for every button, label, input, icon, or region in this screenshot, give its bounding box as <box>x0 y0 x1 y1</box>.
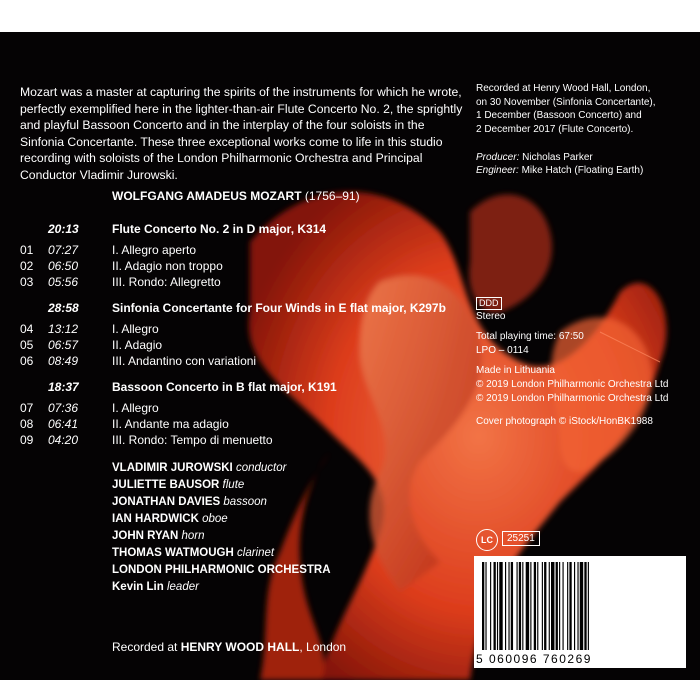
track-title: I. Allegro <box>112 322 159 336</box>
barcode-bar <box>511 562 513 650</box>
producer-name: Nicholas Parker <box>519 152 593 163</box>
barcode-bar <box>584 562 586 650</box>
intro-paragraph: Mozart was a master at capturing the spirits of the instruments for which he wrote, perfectly exemplified here in the lighter-than-air Flute Concerto No. 2, the sprightly and playful Bassoon Concerto and in the interplay of the four soloists in the Sinfonia Concertante. These three exceptional works come to life in this studio recording with soloists of the London Philharmonic Orchestra and Principal Conductor Vladimir Jurowski. <box>20 85 463 182</box>
barcode-bar <box>494 562 496 650</box>
cover-photo-credit: Cover photograph © iStock/HonBK1988 <box>476 416 653 427</box>
performer-name: THOMAS WATMOUGH <box>112 547 234 559</box>
venue-prefix: Recorded at <box>112 640 181 654</box>
label-code-number: 25251 <box>502 531 540 546</box>
copyright-line: © 2019 London Philharmonic Orchestra Ltd <box>476 393 669 404</box>
performer-name: IAN HARDWICK <box>112 513 199 525</box>
performer-role: leader <box>166 581 199 593</box>
recording-line: 2 December 2017 (Flute Concerto). <box>476 123 634 135</box>
track-duration: 06:41 <box>48 417 79 431</box>
performer-name: JULIETTE BAUSOR <box>112 479 220 491</box>
performer-role: horn <box>181 530 205 542</box>
producer-label: Producer: <box>476 152 520 163</box>
track-number: 03 <box>20 275 34 289</box>
composer-dates: (1756–91) <box>304 189 360 203</box>
total-playing-time: Total playing time: 67:50 <box>476 331 584 342</box>
performer-role: oboe <box>202 513 228 525</box>
venue-suffix: , London <box>299 640 347 654</box>
track-duration: 06:50 <box>48 259 79 273</box>
track-number: 01 <box>20 243 34 257</box>
track-title: II. Andante ma adagio <box>112 417 229 431</box>
barcode-bar <box>519 562 521 650</box>
work-duration: 20:13 <box>48 222 79 236</box>
engineer-credit <box>476 164 643 178</box>
performer <box>112 581 199 593</box>
work-title: Sinfonia Concertante for Four Winds in E flat major, K297b <box>112 301 446 315</box>
recording-venue-line <box>112 640 346 654</box>
composer-name: WOLFGANG AMADEUS MOZART <box>112 189 302 203</box>
track-duration: 08:49 <box>48 354 79 368</box>
copyright-line: © 2019 London Philharmonic Orchestra Ltd <box>476 379 669 390</box>
performer <box>112 462 286 474</box>
barcode-bar <box>490 562 491 650</box>
track-number: 05 <box>20 338 34 352</box>
performer-name: Kevin Lin <box>112 581 164 593</box>
track-number: 08 <box>20 417 34 431</box>
barcode-number: 5 060096 760269 <box>476 652 592 666</box>
barcode-bar <box>534 562 536 650</box>
barcode <box>474 556 686 668</box>
performer-name: VLADIMIR JUROWSKI <box>112 462 233 474</box>
barcode-bar <box>530 562 531 650</box>
performer <box>112 547 274 559</box>
barcode-bar <box>569 562 571 650</box>
barcode-bar <box>508 562 509 650</box>
track-number: 02 <box>20 259 34 273</box>
performer <box>112 513 228 525</box>
performer-role: flute <box>222 479 245 491</box>
work-title: Flute Concerto No. 2 in D major, K314 <box>112 222 327 236</box>
stereo-label: Stereo <box>476 311 506 322</box>
track-title: III. Rondo: Allegretto <box>112 275 221 289</box>
performer-role: bassoon <box>223 496 267 508</box>
performer-name: LONDON PHILHARMONIC ORCHESTRA <box>112 564 331 576</box>
producer-credit <box>476 151 593 165</box>
barcode-bars <box>480 562 680 650</box>
ddd-badge: DDD <box>476 297 502 310</box>
track-duration: 07:36 <box>48 401 79 415</box>
work-duration: 28:58 <box>48 301 79 315</box>
barcode-bar <box>559 562 560 650</box>
barcode-bar <box>574 562 575 650</box>
track-number: 07 <box>20 401 34 415</box>
venue-name: HENRY WOOD HALL <box>180 640 300 654</box>
track-duration: 06:57 <box>48 338 79 352</box>
barcode-bar <box>544 562 546 650</box>
lc-logo: LC <box>476 529 498 551</box>
performer-role: clarinet <box>237 547 275 559</box>
performer-name: JONATHAN DAVIES <box>112 496 221 508</box>
barcode-bar <box>499 562 502 650</box>
catalogue-number: LPO – 0114 <box>476 345 529 356</box>
barcode-bar <box>580 562 583 650</box>
barcode-bar <box>517 562 518 650</box>
recording-line: Recorded at Henry Wood Hall, London, <box>476 83 651 94</box>
track-duration: 05:56 <box>48 275 79 289</box>
track-title: III. Rondo: Tempo di menuetto <box>112 433 273 447</box>
barcode-bar <box>505 562 506 650</box>
barcode-bar <box>537 562 538 650</box>
track-title: III. Andantino con variationi <box>112 354 257 368</box>
performer <box>112 530 204 542</box>
barcode-bar <box>485 562 486 650</box>
track-duration: 13:12 <box>48 322 79 336</box>
track-number: 04 <box>20 322 34 336</box>
performer <box>112 496 267 508</box>
album-back-cover <box>0 32 700 680</box>
barcode-bar <box>542 562 543 650</box>
barcode-bar <box>526 562 529 650</box>
barcode-bar <box>563 562 564 650</box>
recording-line: on 30 November (Sinfonia Concertante), <box>476 96 656 108</box>
performer <box>112 564 331 576</box>
engineer-name: Mike Hatch (Floating Earth) <box>518 165 644 176</box>
engineer-label: Engineer: <box>476 165 519 176</box>
track-title: I. Allegro aperto <box>112 243 197 257</box>
recording-details <box>476 82 656 136</box>
track-duration: 04:20 <box>48 433 79 447</box>
composer-heading <box>112 189 360 203</box>
track-number: 09 <box>20 433 34 447</box>
track-number: 06 <box>20 354 34 368</box>
barcode-bar <box>567 562 568 650</box>
barcode-bar <box>497 562 498 650</box>
work-duration: 18:37 <box>48 380 79 394</box>
made-in: Made in Lithuania <box>476 365 555 376</box>
track-title: II. Adagio non troppo <box>112 259 223 273</box>
work-title: Bassoon Concerto in B flat major, K191 <box>112 380 337 394</box>
barcode-bar <box>482 562 484 650</box>
barcode-bar <box>551 562 554 650</box>
recording-line: 1 December (Bassoon Concerto) and <box>476 110 642 121</box>
track-title: I. Allegro <box>112 401 159 415</box>
barcode-bar <box>588 562 589 650</box>
barcode-bar <box>556 562 558 650</box>
track-duration: 07:27 <box>48 243 79 257</box>
barcode-bar <box>522 562 523 650</box>
barcode-bar <box>549 562 550 650</box>
barcode-bar <box>577 562 578 650</box>
performer-name: JOHN RYAN <box>112 530 179 542</box>
track-title: II. Adagio <box>112 338 163 352</box>
performer-role: conductor <box>235 462 287 474</box>
performer <box>112 479 244 491</box>
